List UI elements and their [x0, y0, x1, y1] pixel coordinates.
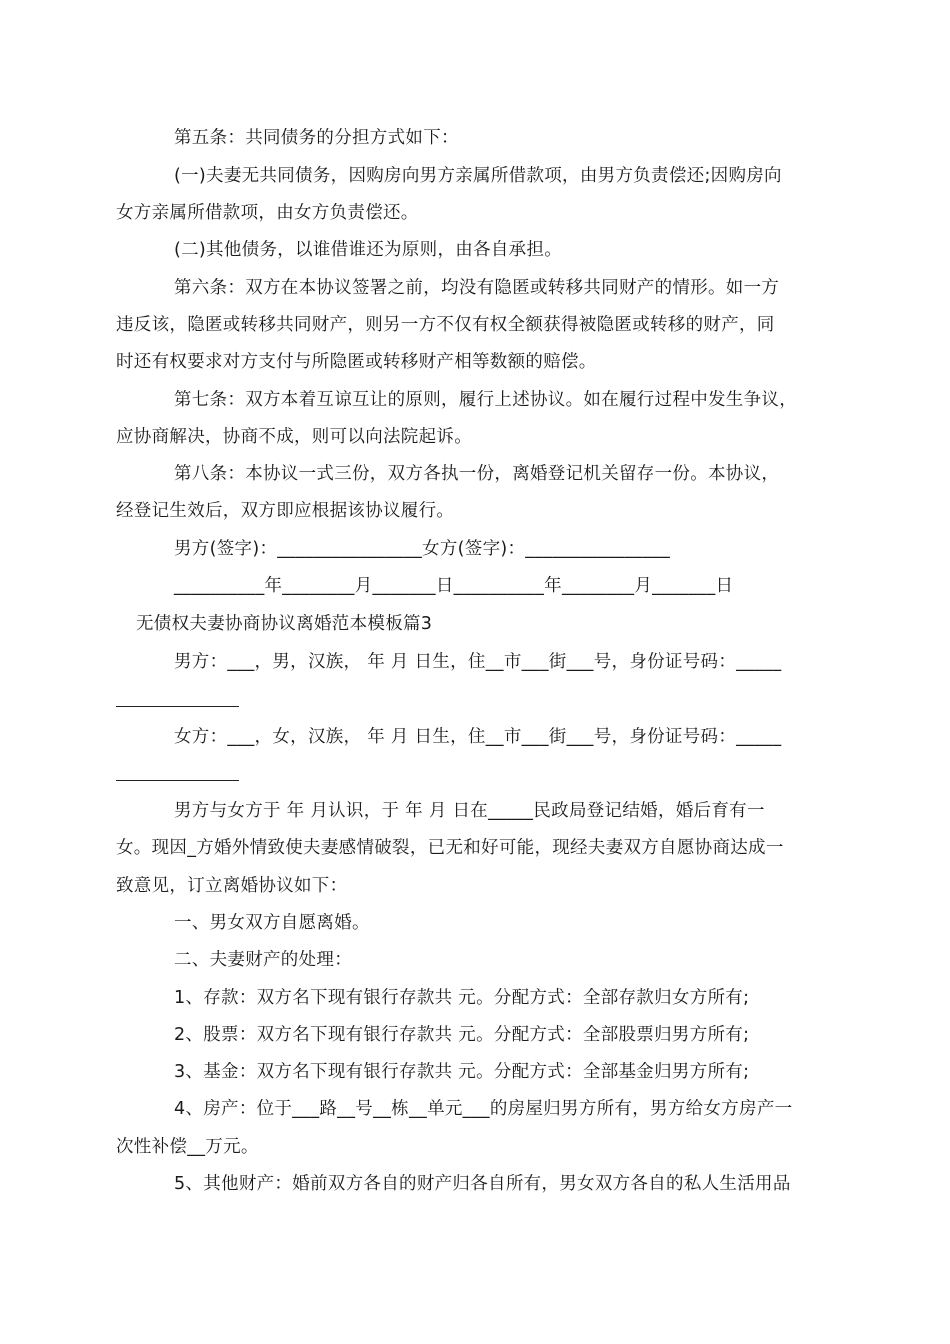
agreement-item-2: 二、夫妻财产的处理：	[174, 950, 352, 970]
property-item-5: 5、其他财产：婚前双方各自的财产归各自所有，男女双方各自的私人生活用品	[174, 1174, 791, 1194]
article-6-line-2: 违反该，隐匿或转移共同财产，则另一方不仅有权全额获得被隐匿或转移的财产，同	[116, 315, 775, 335]
marriage-background-line-1: 男方与女方于 年 月认识，于 年 月 日在_____民政局登记结婚，婚后育有一	[174, 801, 765, 821]
property-item-2: 2、股票：双方名下现有银行存款共 元。分配方式：全部股票归男方所有;	[174, 1025, 750, 1045]
property-item-3: 3、基金：双方名下现有银行存款共 元。分配方式：全部基金归男方所有;	[174, 1062, 750, 1082]
signature-line: 男方(签字)：________________女方(签字)：________________	[174, 539, 671, 559]
wife-info-line: 女方：___，女，汉族， 年 月 日生，住__市___街___号，身份证号码：_____	[174, 727, 782, 747]
property-item-1: 1、存款：双方名下现有银行存款共 元。分配方式：全部存款归女方所有;	[174, 988, 750, 1008]
debt-clause-1-cont: 女方亲属所借款项，由女方负责偿还。	[116, 203, 419, 223]
article-8-line-1: 第八条：本协议一式三份，双方各执一份，离婚登记机关留存一份。本协议，	[174, 464, 780, 484]
marriage-background-line-2: 女。现因_方婚外情致使夫妻感情破裂，已无和好可能，现经夫妻双方自愿协商达成一	[116, 838, 784, 858]
wife-id-continuation	[116, 780, 239, 781]
agreement-item-1: 一、男女双方自愿离婚。	[174, 913, 370, 933]
date-line: __________年________月_______日__________年________月_______日	[174, 576, 734, 596]
article-6-line-3: 时还有权要求对方支付与所隐匿或转移财产相等数额的赔偿。	[116, 352, 597, 372]
article-6-line-1: 第六条：双方在本协议签署之前，均没有隐匿或转移共同财产的情形。如一方	[174, 278, 780, 298]
property-item-4-cont: 次性补偿__万元。	[116, 1137, 259, 1157]
section-title: 无债权夫妻协商协议离婚范本模板篇3	[136, 614, 433, 634]
marriage-background-line-3: 致意见，订立离婚协议如下：	[116, 876, 348, 896]
property-item-4: 4、房产：位于___路__号__栋__单元___的房屋归男方所有，男方给女方房产一	[174, 1099, 793, 1119]
debt-clause-2: (二)其他债务，以谁借谁还为原则，由各自承担。	[174, 240, 563, 260]
article-7-line-2: 应协商解决，协商不成，则可以向法院起诉。	[116, 427, 472, 447]
debt-clause-1: (一)夫妻无共同债务，因购房向男方亲属所借款项，由男方负责偿还;因购房向	[174, 166, 782, 186]
article-7-line-1: 第七条：双方本着互谅互让的原则，履行上述协议。如在履行过程中发生争议，	[174, 390, 797, 410]
article-8-line-2: 经登记生效后，双方即应根据该协议履行。	[116, 501, 455, 521]
husband-id-continuation	[116, 706, 239, 707]
article-5-heading: 第五条：共同债务的分担方式如下：	[174, 128, 459, 148]
husband-info-line: 男方：___，男，汉族， 年 月 日生，住__市___街___号，身份证号码：_____	[174, 652, 782, 672]
